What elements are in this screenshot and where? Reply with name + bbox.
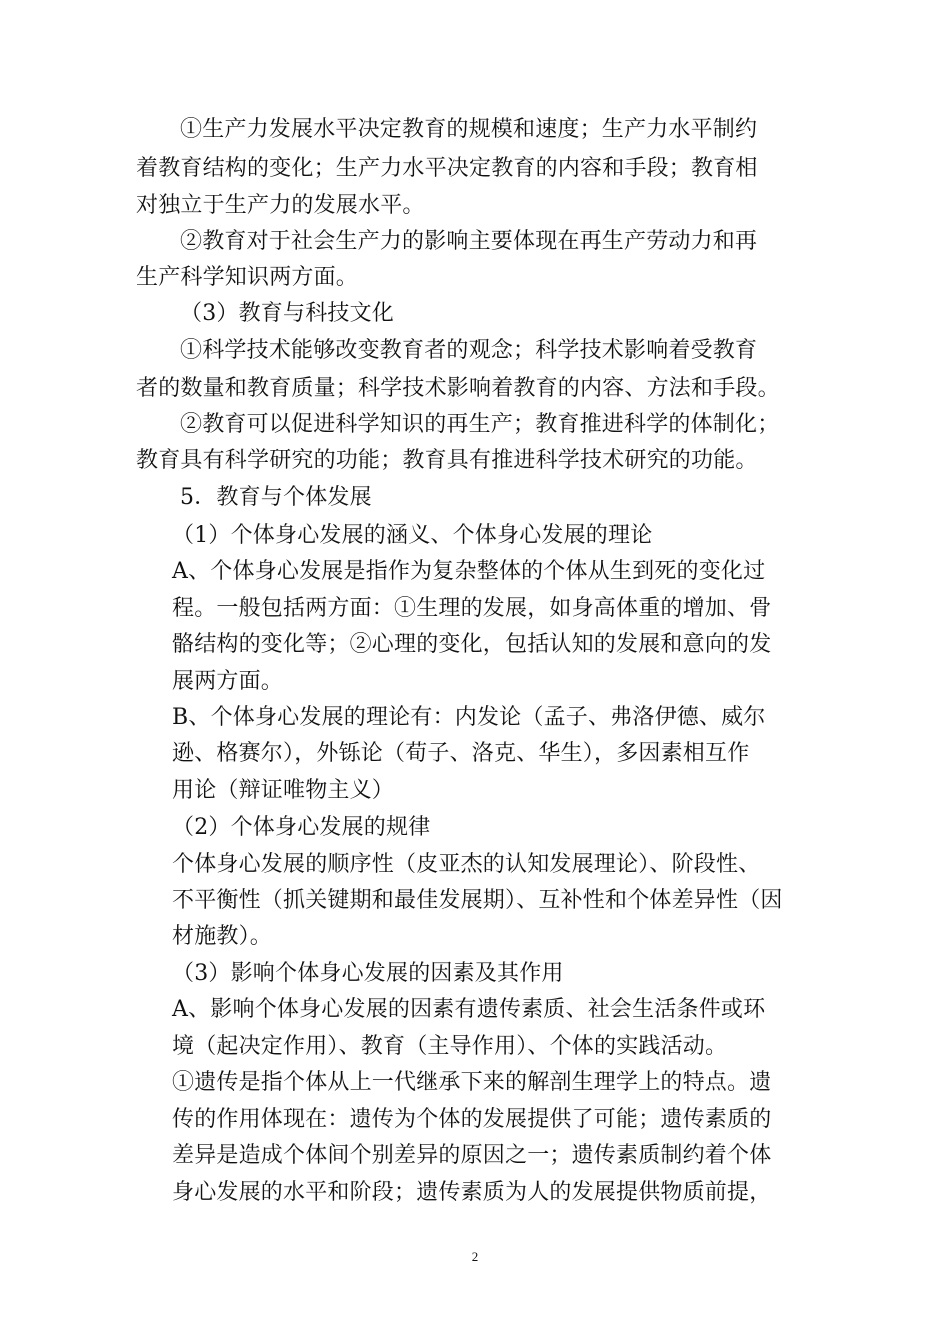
text-line: 用论（辩证唯物主义） [172, 778, 395, 803]
text-line: A、影响个体身心发展的因素有遗传素质、社会生活条件或环 [172, 997, 766, 1022]
page-number: 2 [471, 1249, 479, 1264]
text-line: ①遗传是指个体从上一代继承下来的解剖生理学上的特点。遗 [172, 1070, 772, 1095]
text-line: 个体身心发展的顺序性（皮亚杰的认知发展理论）、阶段性、 [172, 852, 761, 877]
text-line: 境（起决定作用）、教育（主导作用）、个体的实践活动。 [172, 1034, 728, 1059]
section-heading: 5．教育与个体发展 [180, 485, 372, 510]
text-line: B、个体身心发展的理论有：内发论（孟子、弗洛伊德、威尔 [172, 705, 766, 730]
text-line: ②教育可以促进科学知识的再生产；教育推进科学的体制化； [180, 412, 780, 437]
text-line: 差异是造成个体间个别差异的原因之一；遗传素质制约着个体 [172, 1143, 772, 1168]
text-line: 展两方面。 [172, 669, 284, 694]
text-line: 对独立于生产力的发展水平。 [136, 193, 425, 218]
section-heading: （2）个体身心发展的规律 [172, 815, 431, 840]
text-line: 传的作用体现在：遗传为个体的发展提供了可能；遗传素质的 [172, 1107, 772, 1132]
text-line: 生产科学知识两方面。 [136, 265, 359, 290]
text-line: ①科学技术能够改变教育者的观念；科学技术影响着受教育 [180, 338, 758, 363]
text-line: 程。一般包括两方面：①生理的发展，如身高体重的增加、骨 [172, 596, 772, 621]
text-line: 身心发展的水平和阶段；遗传素质为人的发展提供物质前提， [172, 1180, 772, 1205]
text-line: 教育具有科学研究的功能；教育具有推进科学技术研究的功能。 [136, 448, 758, 473]
text-line: 者的数量和教育质量；科学技术影响着教育的内容、方法和手段。 [136, 376, 780, 401]
text-line: 材施教）。 [172, 924, 273, 949]
text-line: ②教育对于社会生产力的影响主要体现在再生产劳动力和再 [180, 229, 758, 254]
text-line: 不平衡性（抓关键期和最佳发展期）、互补性和个体差异性（因 [172, 888, 783, 913]
text-line: A、个体身心发展是指作为复杂整体的个体从生到死的变化过 [172, 559, 766, 584]
text-line: ①生产力发展水平决定教育的规模和速度；生产力水平制约 [180, 117, 758, 142]
section-heading: （3）教育与科技文化 [180, 301, 394, 326]
text-line: 逊、格赛尔），外铄论（荀子、洛克、华生），多因素相互作 [172, 741, 750, 766]
section-heading: （3）影响个体身心发展的因素及其作用 [172, 961, 564, 986]
text-line: 着教育结构的变化；生产力水平决定教育的内容和手段；教育相 [136, 156, 758, 181]
text-line: 骼结构的变化等；②心理的变化，包括认知的发展和意向的发 [172, 632, 772, 657]
section-heading: （1）个体身心发展的涵义、个体身心发展的理论 [172, 523, 653, 548]
